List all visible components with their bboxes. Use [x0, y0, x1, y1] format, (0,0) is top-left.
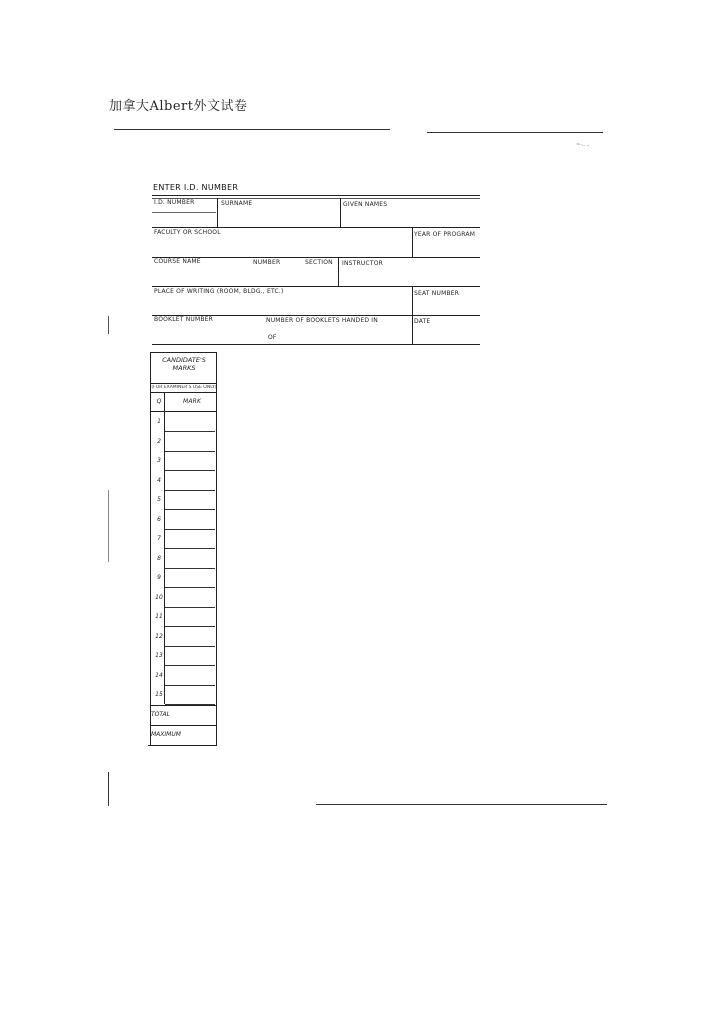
booklet-number-label: BOOKLET NUMBER	[154, 316, 214, 323]
form-line-top-2	[152, 198, 480, 199]
question-number: 1	[157, 418, 161, 425]
mark-entry-field[interactable]	[165, 549, 215, 569]
question-number: 11	[155, 613, 163, 620]
mark-entry-field[interactable]	[165, 412, 215, 432]
row-line	[152, 344, 480, 345]
marks-divider	[150, 383, 217, 384]
mark-entry-field[interactable]	[165, 607, 215, 627]
scan-left-edge	[108, 316, 109, 334]
row-line	[152, 227, 480, 228]
id-number-field[interactable]	[152, 212, 216, 213]
question-number: 12	[155, 632, 163, 640]
given-names-label: GIVEN NAMES	[343, 201, 388, 208]
divider	[412, 286, 413, 315]
mark-entry-field[interactable]	[165, 529, 215, 549]
divider	[340, 198, 341, 227]
number-label: NUMBER	[253, 259, 281, 266]
course-name-label: COURSE NAME	[154, 258, 201, 265]
marks-divider	[150, 705, 217, 706]
mark-entry-field[interactable]	[165, 471, 215, 491]
marks-heading-line1: CANDIDATE'S	[162, 356, 206, 364]
marks-divider	[150, 392, 217, 393]
enter-id-label: ENTER I.D. NUMBER	[153, 183, 239, 192]
question-number: 14	[155, 671, 163, 679]
question-number: 3	[157, 457, 161, 464]
col-q-header: Q	[156, 398, 162, 405]
mark-entry-field[interactable]	[165, 568, 215, 588]
of-label: OF	[268, 334, 277, 341]
row-line	[152, 257, 480, 258]
marks-divider	[150, 725, 217, 726]
divider	[412, 227, 413, 257]
mark-entry-field[interactable]	[165, 646, 215, 666]
section-label: SECTION	[305, 259, 333, 266]
mark-entry-field[interactable]	[165, 510, 215, 530]
question-number: 15	[155, 691, 163, 698]
marks-heading-line2: MARKS	[172, 364, 196, 372]
corner-mark: ~·.. ..	[576, 142, 590, 148]
question-number: 5	[157, 496, 161, 503]
form-line-top	[152, 195, 480, 196]
document-title: 加拿大Albert外文试卷	[109, 99, 248, 114]
scan-left-edge-3	[108, 772, 109, 806]
seat-number-label: SEAT NUMBER	[414, 290, 460, 297]
surname-label: SURNAME	[221, 200, 253, 207]
row-line	[152, 286, 480, 287]
mark-entry-field[interactable]	[165, 432, 215, 452]
marks-top	[150, 352, 217, 353]
marks-heading	[152, 356, 216, 372]
mark-entry-field[interactable]	[165, 588, 215, 608]
question-number: 13	[155, 652, 163, 659]
instructor-label: INSTRUCTOR	[342, 260, 384, 267]
question-number: 9	[157, 574, 161, 581]
mark-entry-field[interactable]	[165, 451, 215, 471]
question-number: 7	[157, 535, 161, 542]
maximum-label: MAXIMUM	[151, 731, 181, 738]
question-number: 2	[157, 437, 161, 445]
marks-bottom	[148, 745, 217, 746]
date-label: DATE	[414, 318, 431, 325]
divider	[217, 198, 218, 227]
col-mark-header: MARK	[183, 398, 202, 405]
divider	[338, 257, 339, 286]
question-number: 6	[157, 515, 161, 523]
id-number-label: I.D. NUMBER	[154, 199, 195, 206]
mark-entry-field[interactable]	[165, 685, 215, 705]
scan-left-edge-2	[108, 490, 109, 562]
booklets-handed-in-label: NUMBER OF BOOKLETS HANDED IN	[266, 317, 378, 324]
mark-entry-field[interactable]	[165, 666, 215, 686]
question-number: 10	[155, 593, 163, 601]
mark-entry-field[interactable]	[165, 627, 215, 647]
scan-top-line-2	[427, 132, 603, 133]
mark-entry-field[interactable]	[165, 490, 215, 510]
total-label: TOTAL	[151, 711, 170, 718]
question-number: 4	[157, 476, 161, 484]
scan-top-line	[114, 129, 390, 130]
question-number: 8	[157, 554, 161, 562]
marks-note: (FOR EXAMINER'S USE ONLY)	[151, 385, 217, 390]
year-of-program-label: YEAR OF PROGRAM	[414, 231, 476, 238]
place-of-writing-label: PLACE OF WRITING (ROOM, BLDG., ETC.)	[154, 288, 284, 295]
faculty-label: FACULTY OR SCHOOL	[154, 229, 221, 236]
divider	[412, 315, 413, 344]
scan-bottom-line	[316, 804, 607, 805]
